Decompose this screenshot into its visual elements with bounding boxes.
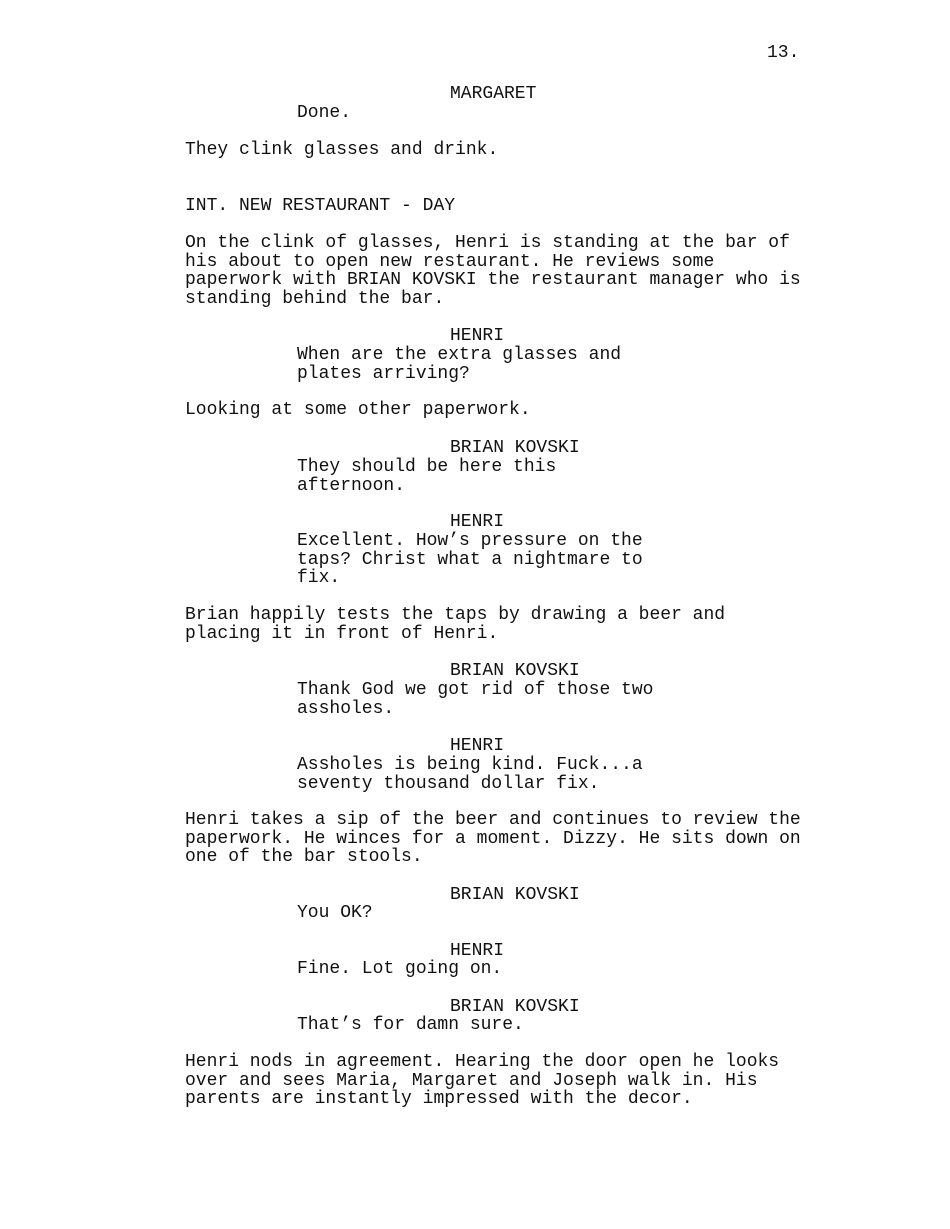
dialogue: Done. <box>297 103 352 123</box>
dialogue: When are the extra glasses and plates arriving? <box>297 345 622 384</box>
character-name: BRIAN KOVSKI <box>450 661 580 681</box>
scene-heading: INT. NEW RESTAURANT - DAY <box>185 196 456 216</box>
action: On the clink of glasses, Henri is standing at the bar of his about to open new restaurant. He reviews some paperwork with BRIAN KOVSKI the restaurant manager who is standing behind the bar. <box>185 233 801 310</box>
action: Henri nods in agreement. Hearing the door open he looks over and sees Maria, Margaret and Joseph walk in. His parents are instantly impressed with the decor. <box>185 1052 780 1110</box>
character-name: HENRI <box>450 512 505 532</box>
character-name: BRIAN KOVSKI <box>450 885 580 905</box>
page-number: 13. <box>767 43 800 63</box>
character-name: HENRI <box>450 736 505 756</box>
action: Brian happily tests the taps by drawing a beer and placing it in front of Henri. <box>185 605 726 644</box>
dialogue: That’s for damn sure. <box>297 1015 524 1035</box>
character-name: HENRI <box>450 326 505 346</box>
character-name: HENRI <box>450 941 505 961</box>
dialogue: Thank God we got rid of those two assholes. <box>297 680 654 719</box>
dialogue: Fine. Lot going on. <box>297 959 503 979</box>
character-name: BRIAN KOVSKI <box>450 438 580 458</box>
character-name: MARGARET <box>450 84 537 104</box>
action: They clink glasses and drink. <box>185 140 499 160</box>
dialogue: Assholes is being kind. Fuck...a seventy thousand dollar fix. <box>297 755 643 794</box>
action: Henri takes a sip of the beer and continues to review the paperwork. He winces for a moment. Dizzy. He sits down on one of the bar stools. <box>185 810 801 868</box>
dialogue: You OK? <box>297 903 373 923</box>
dialogue: They should be here this afternoon. <box>297 457 557 496</box>
dialogue: Excellent. How’s pressure on the taps? Christ what a nightmare to fix. <box>297 531 643 589</box>
action: Looking at some other paperwork. <box>185 400 531 420</box>
character-name: BRIAN KOVSKI <box>450 997 580 1017</box>
